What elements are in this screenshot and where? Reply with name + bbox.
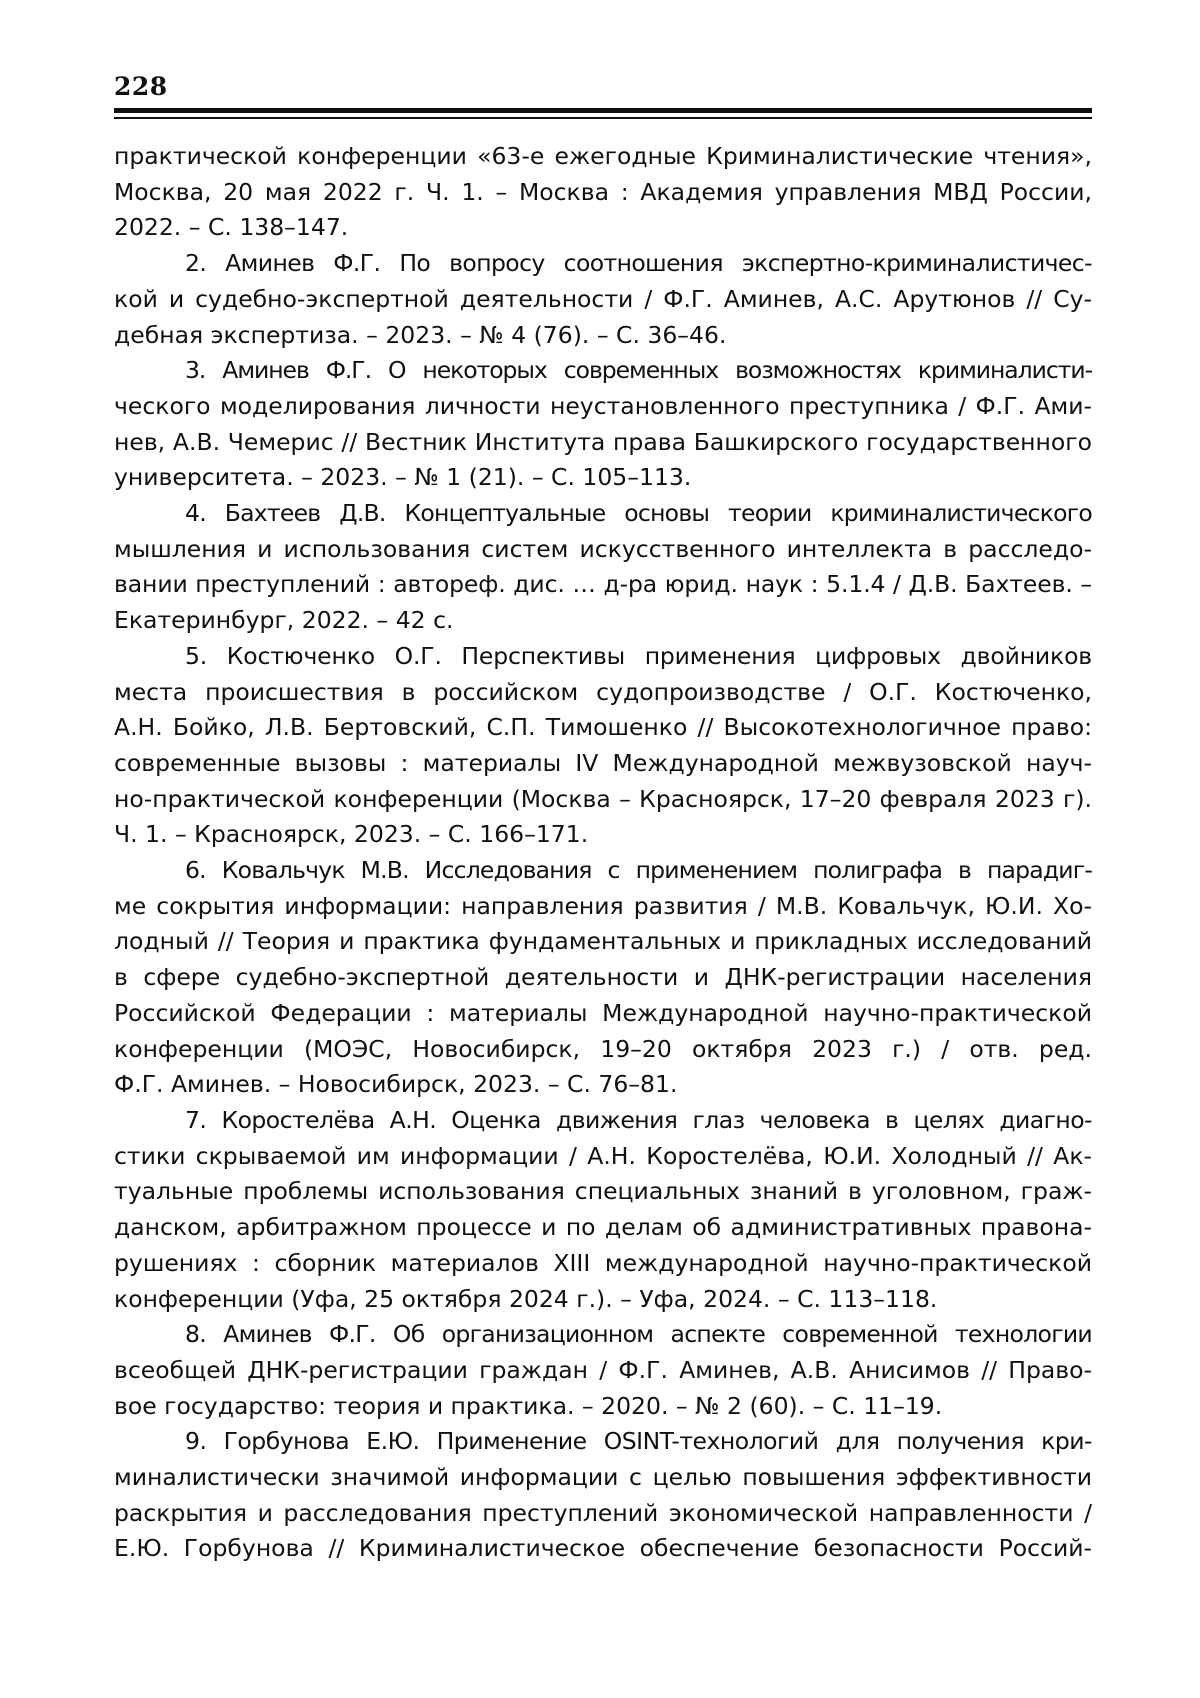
text-line: вое государство: теория и практика. – 2020. – № 2 (60). – С. 11–19. xyxy=(114,1391,943,1420)
text-line: ме сокрытия информации: направления развития / М.В. Ковальчук, Ю.И. Хо- xyxy=(114,891,1092,920)
text-line: А.Н. Бойко, Л.В. Бертовский, С.П. Тимошенко // Высокотехнологичное право: xyxy=(114,713,1092,742)
header-rule-thin xyxy=(114,117,1092,119)
text-line: но-практической конференции (Москва – Красноярск, 17–20 февраля 2023 г). xyxy=(114,784,1092,813)
text-line: нев, А.В. Чемерис // Вестник Института права Башкирского государственного xyxy=(114,427,1092,456)
reference-item-6 xyxy=(114,853,1092,1103)
reference-item-2 xyxy=(114,246,1092,353)
reference-item-7 xyxy=(114,1103,1092,1317)
text-line: стики скрываемой им информации / А.Н. Коростелёва, Ю.И. Холодный // Ак- xyxy=(114,1141,1092,1170)
text-line: Москва, 20 мая 2022 г. Ч. 1. – Москва : Академия управления МВД России, xyxy=(114,177,1092,206)
text-line: 9. Горбунова Е.Ю. Применение OSINT-технологий для получения кри- xyxy=(185,1427,1092,1456)
text-line: Ч. 1. – Красноярск, 2023. – С. 166–171. xyxy=(114,820,589,849)
text-line: университета. – 2023. – № 1 (21). – С. 105–113. xyxy=(114,463,692,492)
text-line: кой и судебно-экспертной деятельности / Ф.Г. Аминев, А.С. Арутюнов // Су- xyxy=(114,284,1092,313)
text-line: данском, арбитражном процессе и по делам об административных правона- xyxy=(114,1213,1092,1242)
page-header xyxy=(114,72,1092,102)
text-line: 5. Костюченко О.Г. Перспективы применения цифровых двойников xyxy=(185,641,1092,670)
text-line: туальные проблемы использования специальных знаний в уголовном, граж- xyxy=(114,1177,1092,1206)
text-line: конференции (МОЭС, Новосибирск, 19–20 октября 2023 г.) / отв. ред. xyxy=(114,1034,1092,1063)
reference-continuation xyxy=(114,139,1092,246)
text-line: рушениях : сборник материалов XIII международной научно-практической xyxy=(114,1248,1092,1277)
text-line: всеобщей ДНК-регистрации граждан / Ф.Г. Аминев, А.В. Анисимов // Право- xyxy=(114,1355,1092,1384)
text-line: 2022. – С. 138–147. xyxy=(114,213,349,242)
text-line: 8. Аминев Ф.Г. Об организационном аспекте современной технологии xyxy=(185,1320,1092,1349)
text-line: раскрытия и расследования преступлений экономической направленности / xyxy=(114,1498,1092,1527)
text-line: 3. Аминев Ф.Г. О некоторых современных возможностях криминалисти- xyxy=(185,356,1092,385)
reference-item-4 xyxy=(114,496,1092,639)
text-line: Российской Федерации : материалы Международной научно-практической xyxy=(114,998,1092,1027)
text-line: 4. Бахтеев Д.В. Концептуальные основы теории криминалистического xyxy=(185,499,1092,528)
text-line: практической конференции «63-е ежегодные Криминалистические чтения», xyxy=(114,142,1092,170)
text-line: лодный // Теория и практика фундаментальных и прикладных исследований xyxy=(114,927,1092,956)
reference-item-3 xyxy=(114,353,1092,496)
reference-item-8 xyxy=(114,1317,1092,1424)
header-rule-thick xyxy=(114,108,1092,113)
text-line: Екатеринбург, 2022. – 42 с. xyxy=(114,606,454,635)
reference-item-5 xyxy=(114,639,1092,853)
text-line: в сфере судебно-экспертной деятельности и ДНК-регистрации населения xyxy=(114,963,1092,992)
reference-list xyxy=(114,139,1092,1567)
text-line: вании преступлений : автореф. дис. … д-ра юрид. наук : 5.1.4 / Д.В. Бахтеев. – xyxy=(114,570,1092,599)
text-line: дебная экспертиза. – 2023. – № 4 (76). – С. 36–46. xyxy=(114,320,727,349)
text-line: ческого моделирования личности неустановленного преступника / Ф.Г. Ами- xyxy=(114,391,1092,420)
text-line: конференции (Уфа, 25 октября 2024 г.). – Уфа, 2024. – С. 113–118. xyxy=(114,1284,938,1313)
text-line: Ф.Г. Аминев. – Новосибирск, 2023. – С. 76–81. xyxy=(114,1070,678,1099)
text-line: мышления и использования систем искусственного интеллекта в расследо- xyxy=(114,534,1092,563)
page-number: 228 xyxy=(114,72,168,101)
text-line: Е.Ю. Горбунова // Криминалистическое обеспечение безопасности Россий- xyxy=(114,1534,1092,1563)
text-line: миналистически значимой информации с целью повышения эффективности xyxy=(114,1463,1092,1492)
text-line: современные вызовы : материалы IV Международной межвузовской науч- xyxy=(114,748,1092,777)
text-line: места происшествия в российском судопроизводстве / О.Г. Костюченко, xyxy=(114,677,1092,706)
text-line: 7. Коростелёва А.Н. Оценка движения глаз человека в целях диагно- xyxy=(185,1105,1092,1134)
reference-item-9 xyxy=(114,1424,1092,1567)
text-line: 2. Аминев Ф.Г. По вопросу соотношения экспертно-криминалистичес- xyxy=(185,249,1092,278)
text-line: 6. Ковальчук М.В. Исследования с применением полиграфа в парадиг- xyxy=(185,856,1092,885)
